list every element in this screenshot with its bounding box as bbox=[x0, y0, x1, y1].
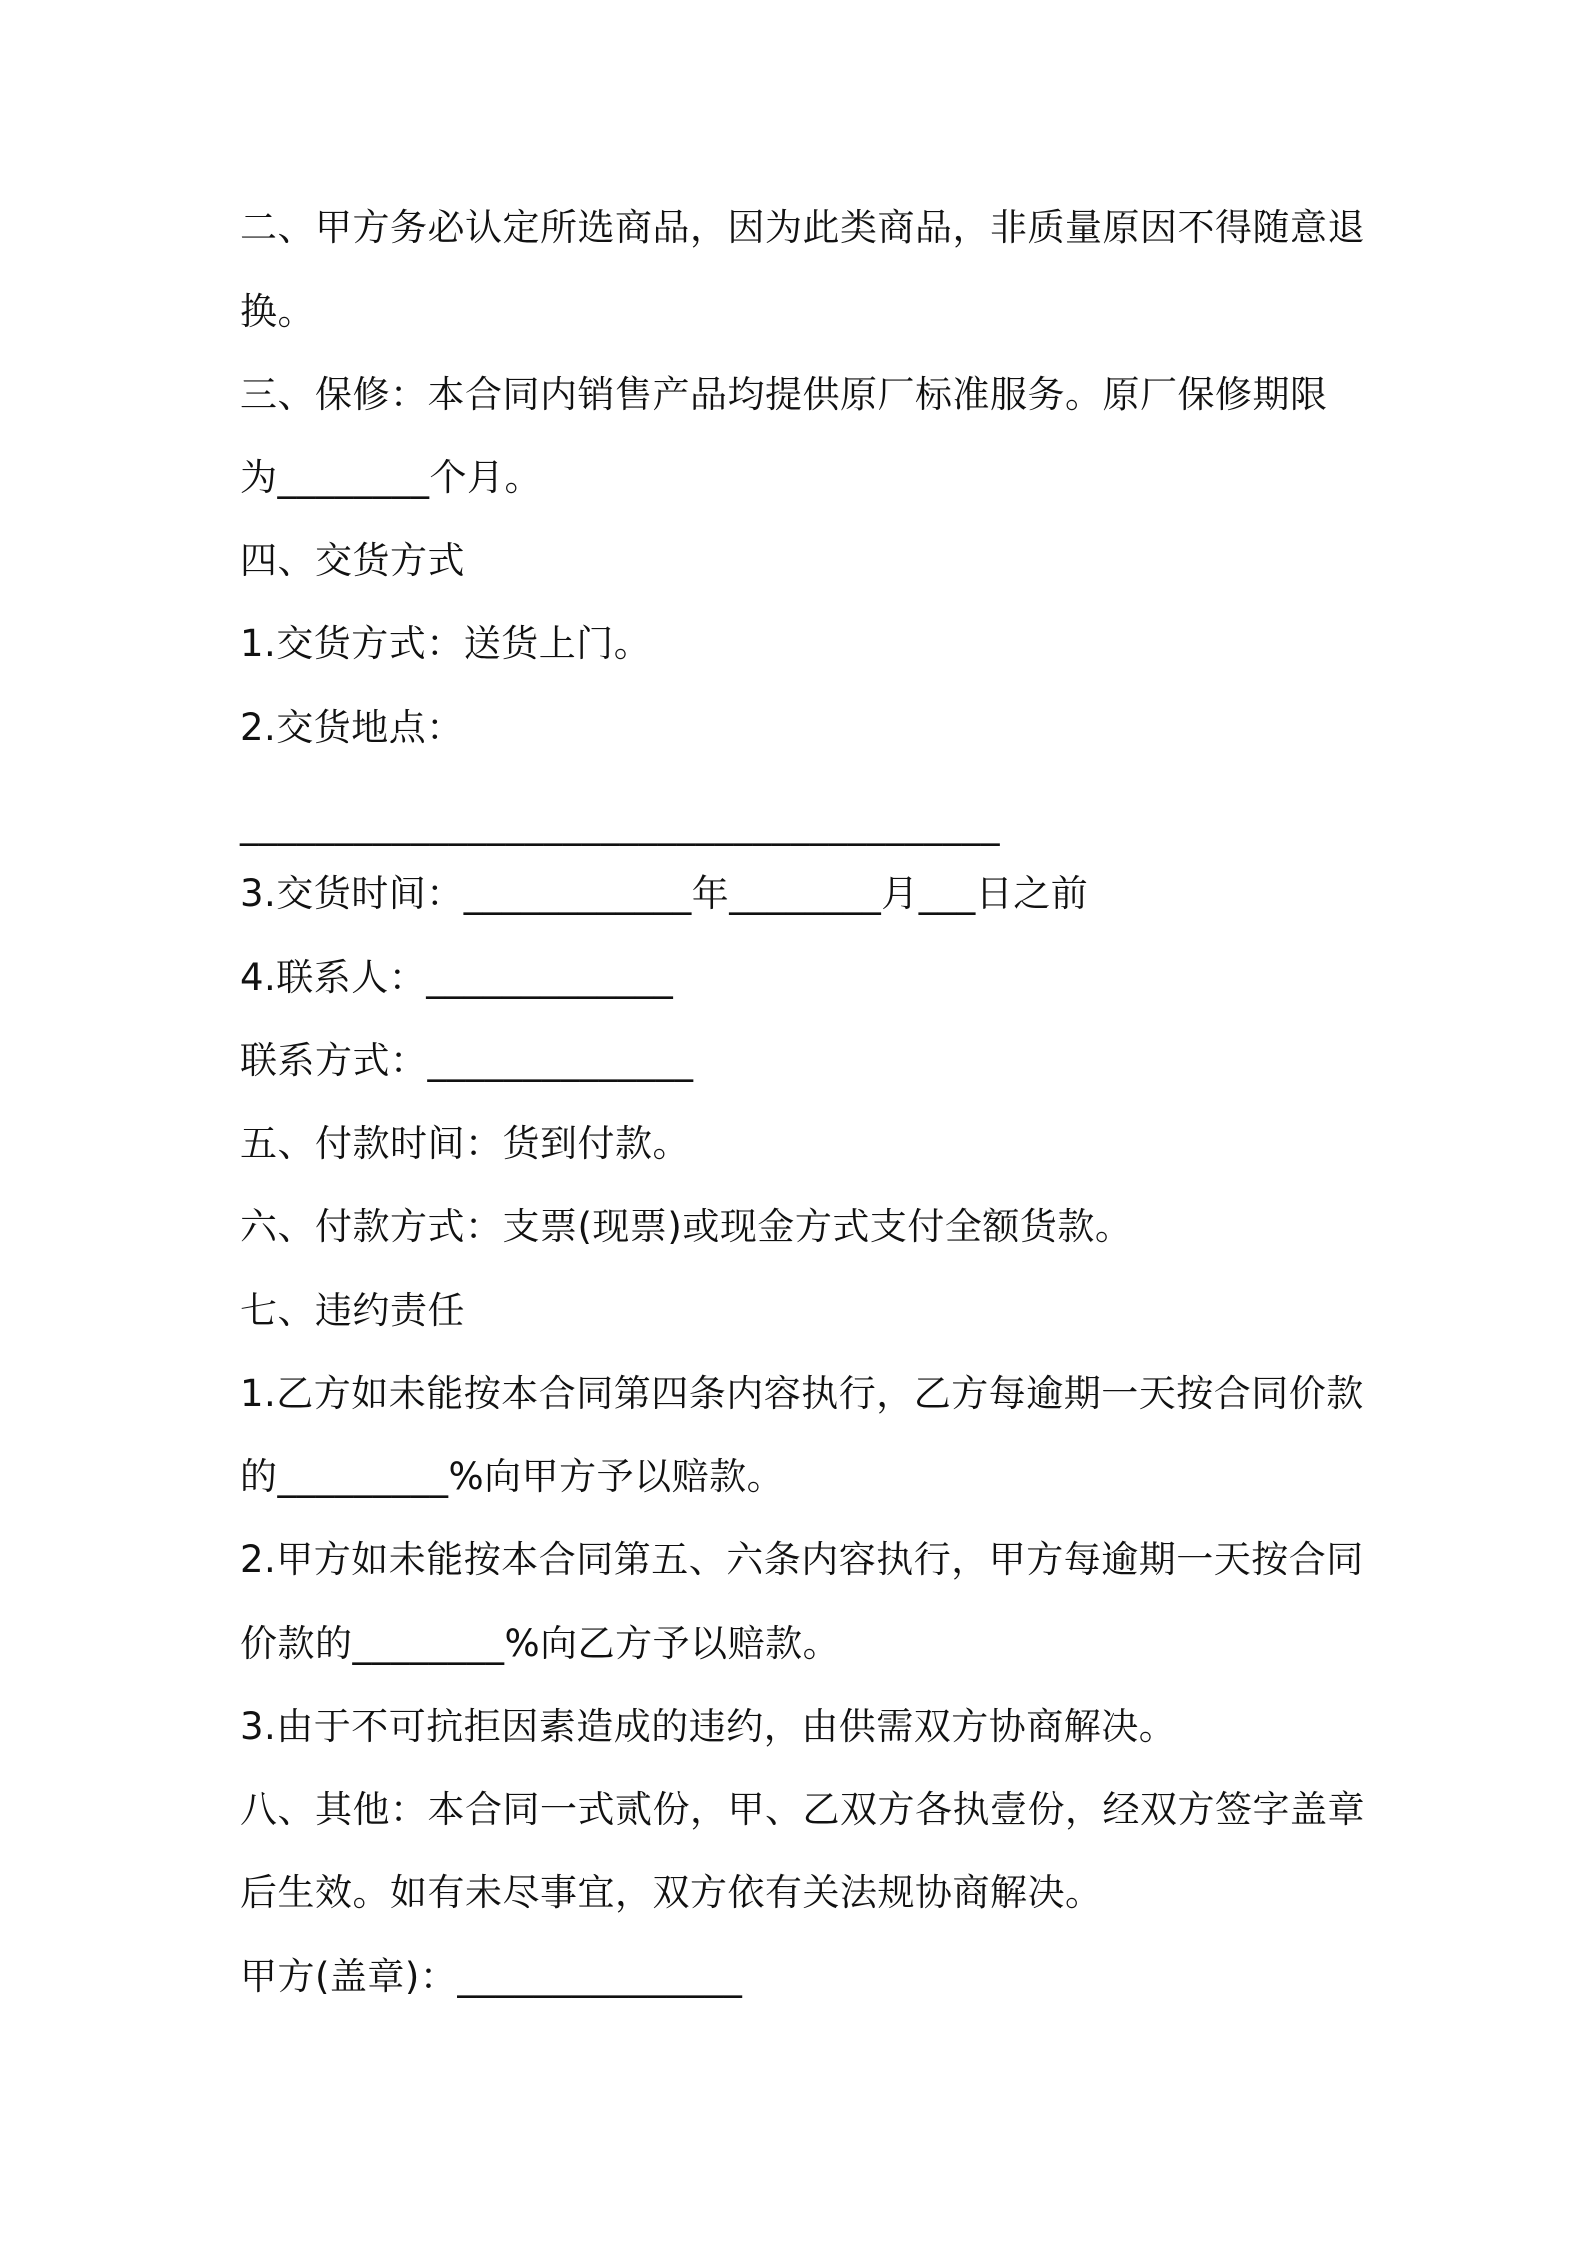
contact-method: 联系方式：______________ bbox=[240, 1039, 694, 1082]
party-a-seal-line: 甲方(盖章)：_______________ bbox=[240, 1955, 743, 1998]
delivery-location-blank: ________________________________________ bbox=[240, 803, 1000, 846]
clause-7-item-2-line-2: 价款的________%向乙方予以赔款。 bbox=[240, 1622, 841, 1665]
delivery-time: 3.交货时间：____________年________月___日之前 bbox=[240, 872, 1089, 915]
clause-2-line-1: 二、甲方务必认定所选商品，因为此类商品，非质量原因不得随意退 bbox=[240, 206, 1365, 249]
clause-7-item-3: 3.由于不可抗拒因素造成的违约，由供需双方协商解决。 bbox=[240, 1705, 1177, 1748]
clause-3-line-1: 三、保修：本合同内销售产品均提供原厂标准服务。原厂保修期限 bbox=[240, 373, 1328, 416]
clause-7-item-1-line-2: 的_________%向甲方予以赔款。 bbox=[240, 1455, 785, 1498]
clause-6-payment-method: 六、付款方式：支票(现票)或现金方式支付全额货款。 bbox=[240, 1205, 1133, 1248]
clause-7-item-2-line-1: 2.甲方如未能按本合同第五、六条内容执行，甲方每逾期一天按合同 bbox=[240, 1538, 1364, 1581]
clause-2-line-2: 换。 bbox=[240, 290, 315, 333]
clause-8-line-1: 八、其他：本合同一式贰份，甲、乙双方各执壹份，经双方签字盖章 bbox=[240, 1788, 1365, 1831]
contact-person: 4.联系人：_____________ bbox=[240, 956, 674, 999]
delivery-location-label: 2.交货地点： bbox=[240, 706, 464, 749]
clause-7-heading: 七、违约责任 bbox=[240, 1289, 465, 1332]
clause-7-item-1-line-1: 1.乙方如未能按本合同第四条内容执行，乙方每逾期一天按合同价款 bbox=[240, 1372, 1364, 1415]
clause-4-heading: 四、交货方式 bbox=[240, 539, 465, 582]
delivery-method: 1.交货方式：送货上门。 bbox=[240, 622, 652, 665]
clause-3-line-2: 为________个月。 bbox=[240, 456, 542, 499]
clause-8-line-2: 后生效。如有未尽事宜，双方依有关法规协商解决。 bbox=[240, 1871, 1103, 1914]
clause-5-payment-time: 五、付款时间：货到付款。 bbox=[240, 1122, 690, 1165]
